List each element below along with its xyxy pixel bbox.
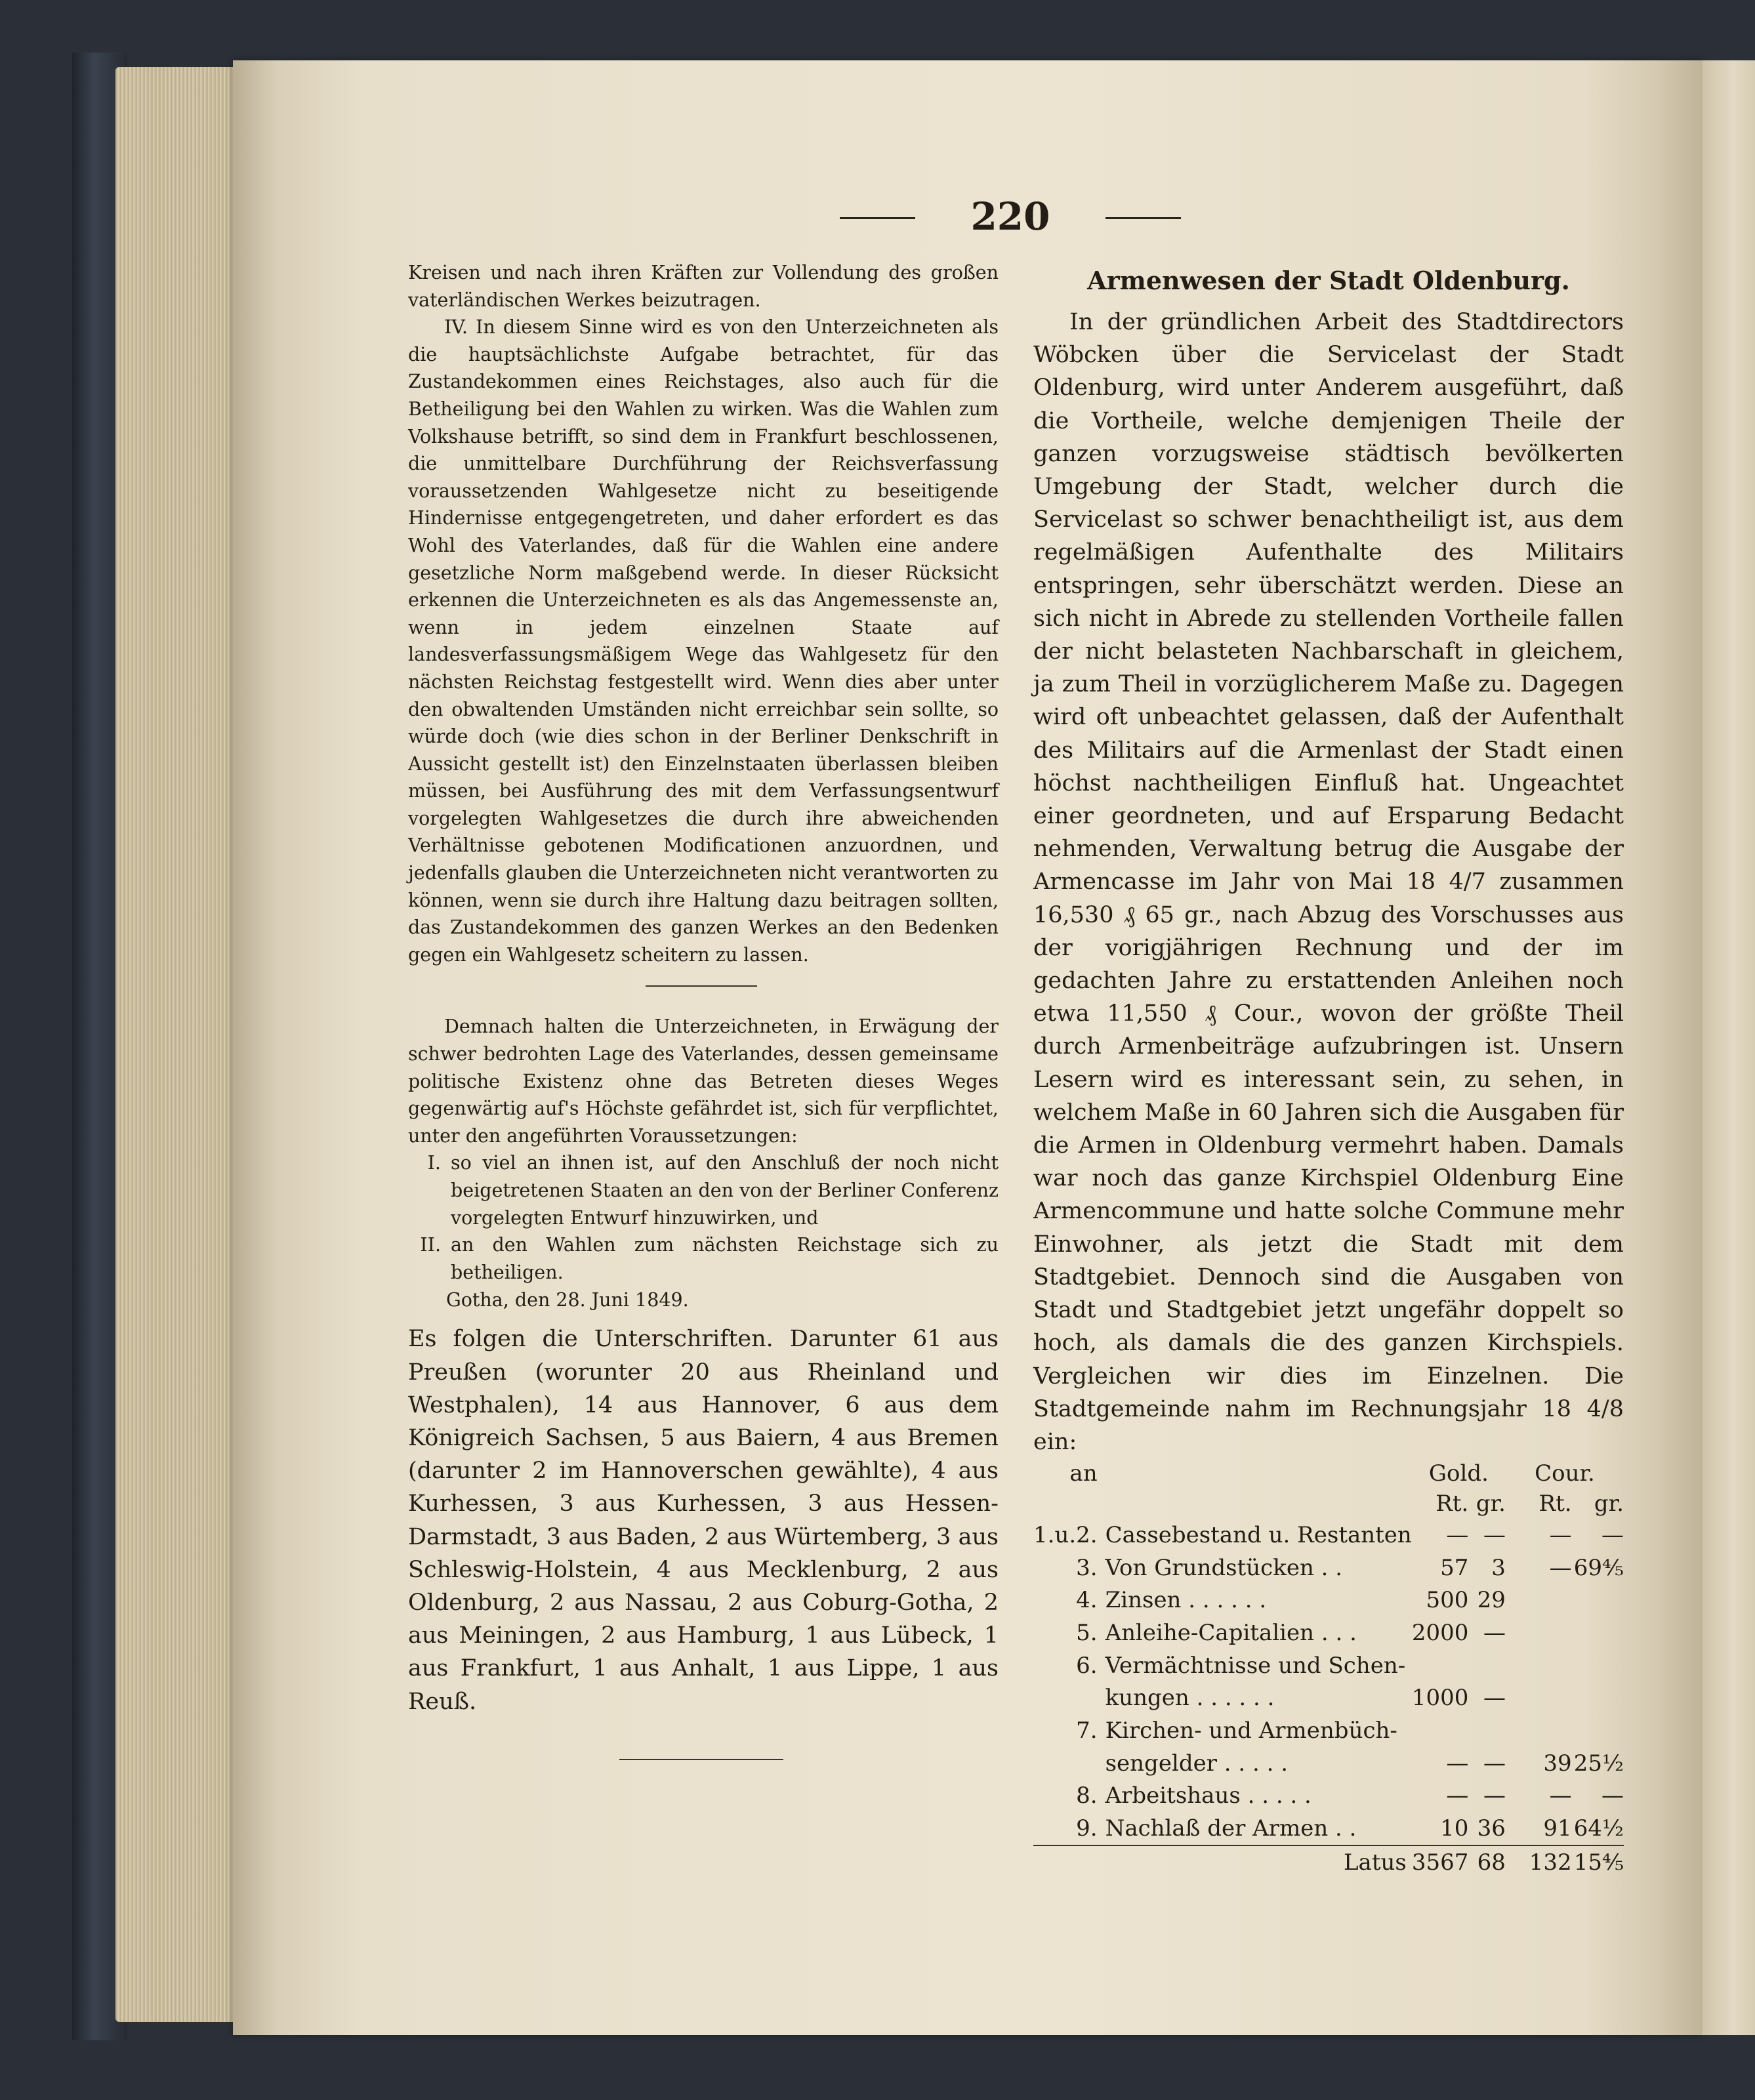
row-item: Zinsen . . . . . .	[1105, 1587, 1267, 1614]
row-number: 3.	[1076, 1554, 1098, 1581]
cour-rt: —	[1549, 1554, 1572, 1581]
gold-gr: —	[1483, 1521, 1506, 1548]
page-header	[840, 194, 1181, 239]
row-item: Von Grundstücken . .	[1105, 1554, 1343, 1581]
gold-gr	[1468, 1714, 1506, 1747]
table-row	[1033, 1682, 1624, 1715]
resolution-list	[408, 1149, 999, 1286]
gold-gr: 36	[1477, 1815, 1506, 1842]
left-column	[408, 259, 999, 1760]
left-paragraph-2: IV. In diesem Sinne wird es von den Unterzeichneten als die hauptsächlichste Aufgabe betrachtet, für das Zustandekommen eines Reichstages, also auch für die Betheiligung bei den Wahlen zu wirken. Was die Wahlen zum Volkshause betrifft, so sind dem in Frankfurt beschlossenen, die unmittelbare Durchführung der Reichsverfassung voraussetzenden Wahlgesetze nicht zu beseitigende Hindernisse entgegengetreten, und daher erfordert es das Wohl des Vaterlandes, daß für die Wahlen eine andere gesetzliche Norm maßgebend werde. In dieser Rücksicht erkennen die Unterzeichneten es als das Angemessenste an, wenn in jedem einzelnen Staate auf landesverfassungsmäßigem Wege das Wahlgesetz für den nächsten Reichstag festgestellt wird. Wenn dies aber unter den obwaltenden Umständen nicht erreichbar sein sollte, so würde doch (wie dies schon in der Berliner Denkschrift in Aussicht gestellt ist) den Einzelnstaaten überlassen bleiben müssen, bei Ausführung des mit dem Verfassungsentwurf vorgelegten Wahlgesetzes die durch ihre abweichenden Verhältnisse gebotenen Modificationen anzuordnen, und jedenfalls glauben die Unterzeichneten nicht verantworten zu können, wenn sie durch ihre Haltung dazu beitragen sollten, das Zustandekommen des ganzen Werkes an den Bedenken gegen ein Wahlgesetz scheitern zu lassen.	[408, 316, 999, 966]
gold-rt: 1000	[1411, 1685, 1469, 1712]
cour-rt: 39	[1543, 1750, 1572, 1777]
gold-gr: —	[1483, 1750, 1506, 1777]
cour-gr	[1572, 1682, 1624, 1715]
gold-gr: —	[1483, 1782, 1506, 1809]
table-header-row	[1033, 1458, 1624, 1489]
gold-rt	[1412, 1649, 1469, 1682]
cour-rt: —	[1549, 1521, 1572, 1548]
sum-label: Latus	[1105, 1845, 1412, 1879]
cour-rt	[1506, 1584, 1572, 1616]
row-item: kungen . . . . . .	[1105, 1685, 1275, 1712]
list-item	[408, 1149, 999, 1231]
gold-gr: —	[1483, 1620, 1506, 1647]
subheader-gr: gr.	[1476, 1491, 1506, 1517]
row-number	[1033, 1682, 1105, 1715]
table-sum-row	[1033, 1845, 1624, 1879]
table-row	[1033, 1649, 1624, 1682]
cour-gr: 25½	[1573, 1750, 1624, 1777]
table-row	[1033, 1747, 1624, 1780]
gold-gr: 3	[1491, 1554, 1506, 1581]
cour-rt	[1506, 1616, 1572, 1649]
row-number: 9.	[1076, 1815, 1098, 1842]
gold-rt: 2000	[1411, 1620, 1469, 1647]
gold-rt: 500	[1426, 1587, 1469, 1614]
subheader-rt: Rt.	[1538, 1491, 1572, 1517]
cour-rt	[1506, 1682, 1572, 1715]
row-number: 4.	[1076, 1587, 1098, 1614]
header-rule-right	[1105, 217, 1181, 219]
cour-gr: —	[1601, 1782, 1624, 1809]
row-number: 1.u.2.	[1033, 1521, 1098, 1548]
gold-rt: —	[1446, 1750, 1469, 1777]
sum-gold-rt: 3567	[1412, 1845, 1469, 1879]
row-item: Nachlaß der Armen . .	[1105, 1815, 1357, 1842]
gold-rt: —	[1446, 1782, 1469, 1809]
row-item: Arbeitshaus . . . . .	[1105, 1782, 1311, 1809]
row-number: 5.	[1076, 1620, 1098, 1647]
list-item-number: II.	[420, 1234, 441, 1256]
cour-gr	[1572, 1616, 1624, 1649]
left-paragraph-4: Es folgen die Unterschriften. Darunter 61 aus Preußen (worunter 20 aus Rheinland und Westphalen), 14 aus Hannover, 6 aus dem Königreich Sachsen, 5 aus Baiern, 4 aus Bremen (darunter 2 im Hannoverschen gewählte), 4 aus Kurhessen, 3 aus Kurhessen, 3 aus Hessen-Darmstadt, 3 aus Baden, 2 aus Würtemberg, 3 aus Schleswig-Holstein, 4 aus Mecklenburg, 2 aus Oldenburg, 2 aus Nassau, 2 aus Coburg-Gotha, 2 aus Meiningen, 2 aus Hamburg, 1 aus Lübeck, 1 aus Frankfurt, 1 aus Anhalt, 1 aus Lippe, 1 aus Reuß.	[408, 1326, 999, 1715]
table-header-cour: Cour.	[1535, 1460, 1595, 1487]
row-number: 6.	[1076, 1652, 1098, 1679]
header-rule-left	[840, 217, 915, 219]
gold-rt	[1412, 1714, 1469, 1747]
table-row	[1033, 1584, 1624, 1616]
left-paragraph-1: Kreisen und nach ihren Kräften zur Vollendung des großen vaterländischen Werkes beizutragen.	[408, 262, 999, 311]
list-item-text: so viel an ihnen ist, auf den Anschluß der noch nicht beigetretenen Staaten an den von der Berliner Conferenz vorgelegten Entwurf hinzuwirken, und	[451, 1152, 999, 1229]
article-paragraph: In der gründlichen Arbeit des Stadtdirectors Wöbcken über die Servicelast der Stadt Oldenburg, wird unter Anderem ausgeführt, daß die Vortheile, welche demjenigen Theile der ganzen vorzugsweise städtisch bevölkerten Umgebung der Stadt, welcher durch die Servicelast so schwer benachtheiligt ist, aus dem regelmäßigen Aufenthalte des Militairs entspringen, sehr überschätzt werden. Diese an sich nicht in Abrede zu stellenden Vortheile fallen der nicht belasteten Nachbarschaft in gleichem, ja zum Theil in vorzüglicherem Maße zu. Dagegen wird oft unbeachtet gelassen, daß der Aufenthalt des Militairs auf die Armenlast der Stadt einen höchst nachtheiligen Einfluß hat. Ungeachtet einer geordneten, und auf Ersparung Bedacht nehmenden, Verwaltung betrug die Ausgabe der Armencasse im Jahr von Mai 18 4/7 zusammen 16,530 ₰ 65 gr., nach Abzug des Vorschusses aus der vorigjährigen Rechnung und der im gedachten Jahre zu erstattenden Anleihen noch etwa 11,550 ₰ Cour., wovon der größte Theil durch Armenbeiträge aufzubringen ist. Unsern Lesern wird es interessant sein, zu sehen, in welchem Maße in 60 Jahren sich die Ausgaben für die Armen in Oldenburg vermehrt haben. Damals war noch das ganze Kirchspiel Oldenburg Eine Armencommune und hatte solche Commune mehr Einwohner, als jetzt die Stadt mit dem Stadtgebiet. Dennoch sind die Ausgaben von Stadt und Stadtgebiet jetzt ungefähr doppelt so hoch, als damals die des ganzen Kirchspiels. Vergleichen wir dies im Einzelnen. Die Stadtgemeinde nahm im Rechnungsjahr 18 4/8 ein:	[1033, 309, 1624, 1455]
page-number: 220	[970, 194, 1050, 239]
row-item: Kirchen- und Armenbüch-	[1105, 1718, 1397, 1744]
cour-rt: —	[1549, 1782, 1572, 1809]
cour-gr: 64½	[1573, 1815, 1624, 1842]
gold-rt: 10	[1440, 1815, 1469, 1842]
cour-gr	[1572, 1584, 1624, 1616]
cour-gr: —	[1601, 1521, 1624, 1548]
cour-rt: 91	[1543, 1815, 1572, 1842]
table-row	[1033, 1616, 1624, 1649]
row-number: 8.	[1076, 1782, 1098, 1809]
table-row	[1033, 1519, 1624, 1552]
list-item	[408, 1231, 999, 1286]
row-item: sengelder . . . . .	[1105, 1750, 1289, 1777]
cour-gr	[1572, 1714, 1624, 1747]
table-row	[1033, 1552, 1624, 1584]
facing-page-edge	[1703, 60, 1755, 2035]
row-item: Cassebestand u. Restanten	[1105, 1521, 1412, 1548]
row-number	[1033, 1747, 1105, 1780]
end-rule	[619, 1759, 783, 1760]
right-column	[1033, 262, 1624, 1879]
cour-gr: 69⅘	[1573, 1554, 1624, 1581]
gold-gr: —	[1483, 1685, 1506, 1712]
cour-rt	[1506, 1649, 1572, 1682]
subheader-rt: Rt.	[1435, 1491, 1469, 1517]
article-title: Armenwesen der Stadt Oldenburg.	[1087, 266, 1570, 295]
list-item-text: an den Wahlen zum nächsten Reichstage sich zu betheiligen.	[451, 1234, 999, 1283]
gold-rt: 57	[1440, 1554, 1469, 1581]
date-line: Gotha, den 28. Juni 1849.	[446, 1289, 689, 1311]
row-item: Vermächtnisse und Schen-	[1105, 1652, 1406, 1679]
list-item-number: I.	[427, 1152, 441, 1174]
cour-gr	[1572, 1649, 1624, 1682]
row-item: Anleihe-Capitalien . . .	[1105, 1620, 1357, 1647]
sum-cour-rt: 132	[1506, 1845, 1572, 1879]
sum-gold-gr: 68	[1468, 1845, 1506, 1879]
table-row	[1033, 1714, 1624, 1747]
gold-gr	[1468, 1649, 1506, 1682]
income-table	[1033, 1458, 1624, 1879]
gold-rt: —	[1446, 1521, 1469, 1548]
row-number: 7.	[1076, 1718, 1098, 1744]
table-subheader-row	[1033, 1489, 1624, 1519]
cour-rt	[1506, 1714, 1572, 1747]
table-header-gold: Gold.	[1428, 1460, 1489, 1487]
left-paragraph-3: Demnach halten die Unterzeichneten, in Erwägung der schwer bedrohten Lage des Vaterlandes, dessen gemeinsame politische Existenz ohne das Betreten dieses Weges gegenwärtig auf's Höchste gefährdet ist, sich für verpflichtet, unter den angeführten Voraussetzungen:	[408, 1016, 999, 1147]
subheader-gr: gr.	[1594, 1491, 1624, 1517]
gold-gr: 29	[1477, 1587, 1506, 1614]
page-edges	[115, 67, 240, 2022]
sum-cour-gr: 15⅘	[1572, 1845, 1624, 1879]
table-row	[1033, 1780, 1624, 1813]
table-row	[1033, 1812, 1624, 1845]
table-header-an: an	[1069, 1460, 1098, 1487]
